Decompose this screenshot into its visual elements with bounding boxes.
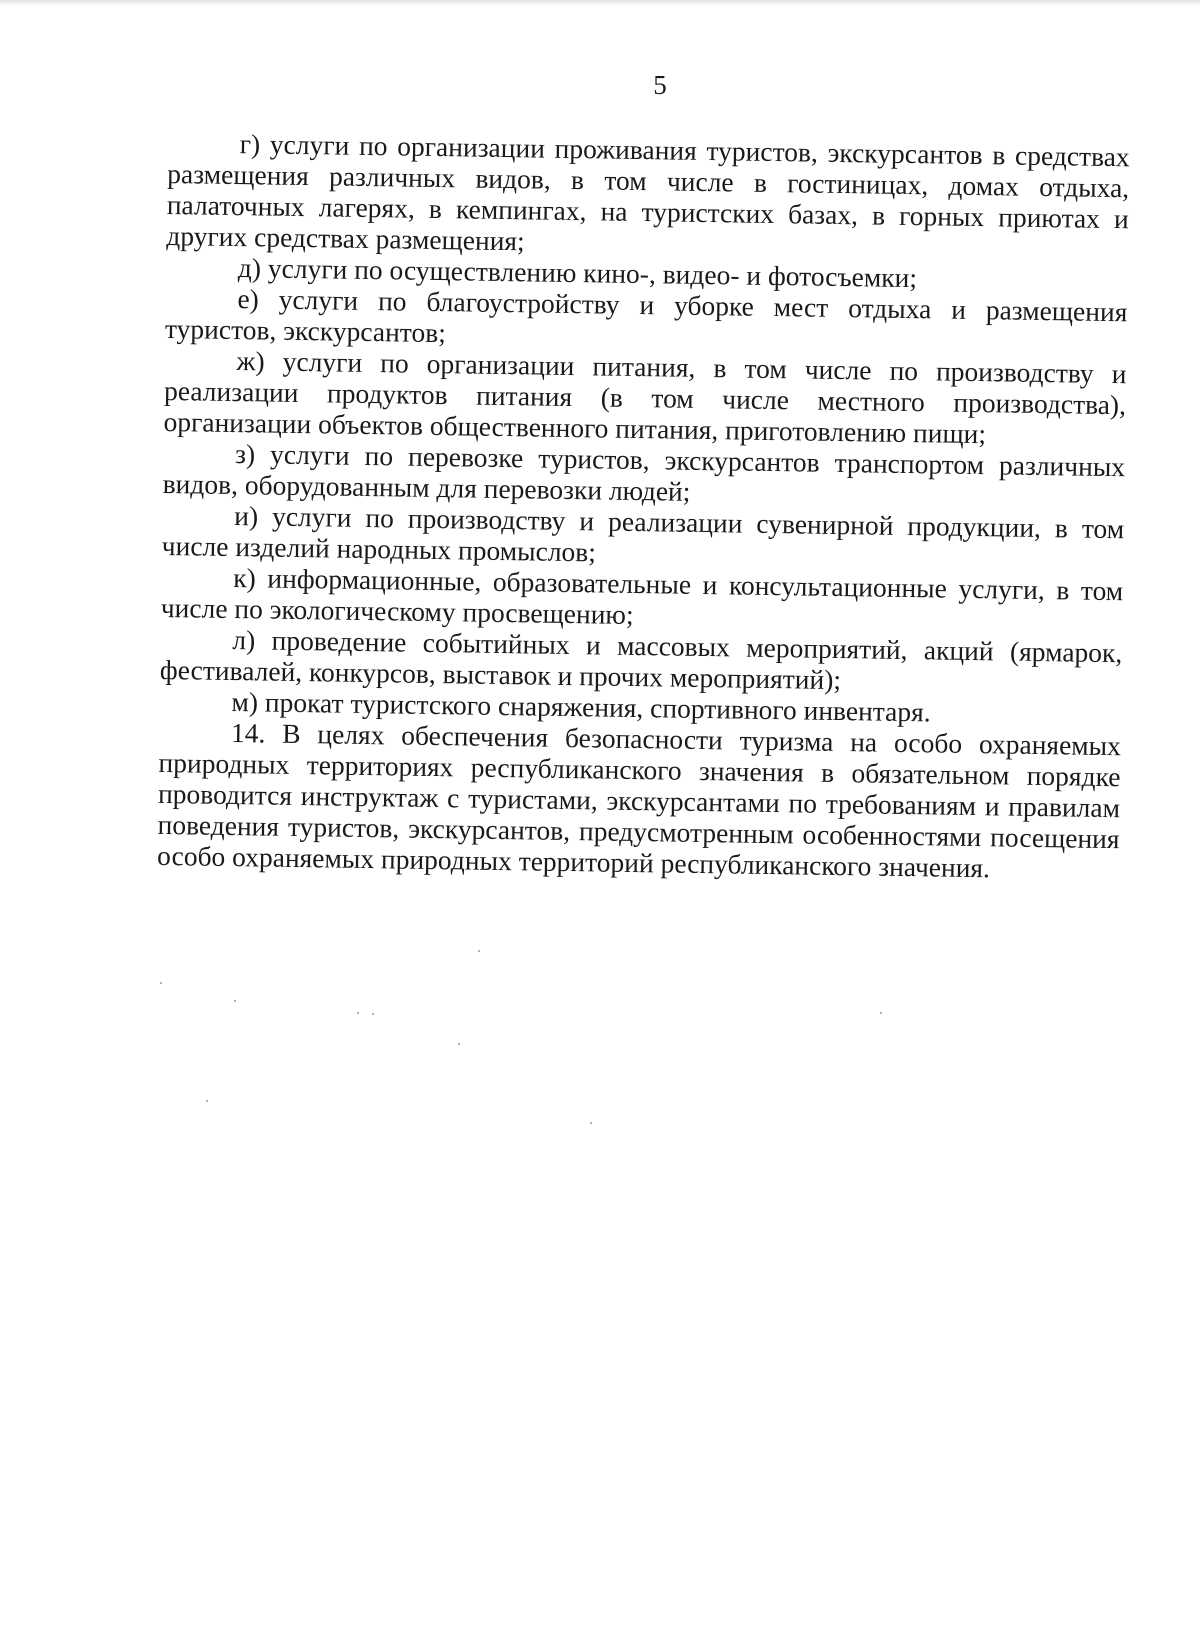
paragraph-item-d: д) услуги по осуществлению кино-, видео- и фотосъемки;: [237, 252, 918, 294]
scan-speck: [357, 1012, 359, 1014]
paragraph-item-l: л) проведение событийных и массовых мероприятий, акций (ярмарок, фестивалей, конкурсов, выставок и прочих мероприятий);: [159, 624, 1123, 696]
scan-edge-shadow: [0, 0, 1200, 6]
paragraph-item-m: м) прокат туристского снаряжения, спортивного инвентаря.: [231, 686, 931, 728]
paragraph-item-z: з) услуги по перевозке туристов, экскурсантов транспортом различных видов, оборудованным для перевозки людей;: [162, 438, 1126, 507]
paragraph-item-g: г) услуги по организации проживания туристов, экскурсантов в средствах размещения различных видов, в том числе в гостиницах, домах отдыха, палаточных лагерях, в кемпингах, на туристских базах, в горных приютах и других средствах размещения;: [166, 128, 1130, 257]
scan-speck: [372, 1013, 374, 1015]
paragraph-item-e: е) услуги по благоустройству и уборке мест отдыха и размещения туристов, экскурсантов;: [164, 283, 1128, 349]
paragraph-section-14: 14. В целях обеспечения безопасности туризма на особо охраняемых природных территориях республиканского значения в обязательном порядке проводится инструктаж с туристами, экскурсантами по требованиям и правилам поведения туристов, экскурсантов, предусмотренным особенностями посещения особо охраняемых природных территорий республиканского значения.: [156, 717, 1122, 884]
paragraph-item-zh: ж) услуги по организации питания, в том числе по производству и реализации продуктов питания (в том числе местного производства), организации объектов общественного питания, приготовлению пищи;: [163, 345, 1127, 450]
scan-speck: [880, 1012, 882, 1014]
scan-speck: [590, 1122, 592, 1124]
paragraph-item-k: к) информационные, образовательные и консультационные услуги, в том числе по экологическому просвещению;: [160, 562, 1124, 630]
paragraph-item-i: и) услуги по производству и реализации сувенирной продукции, в том числе изделий народных промыслов;: [161, 500, 1125, 568]
document-body: [157, 127, 1130, 885]
scan-speck: [234, 1000, 236, 1002]
scan-speck: [458, 1043, 460, 1045]
scan-speck: [206, 1100, 208, 1102]
scan-speck: [478, 950, 480, 952]
page-number: 5: [653, 70, 667, 100]
scan-speck: [160, 982, 162, 984]
